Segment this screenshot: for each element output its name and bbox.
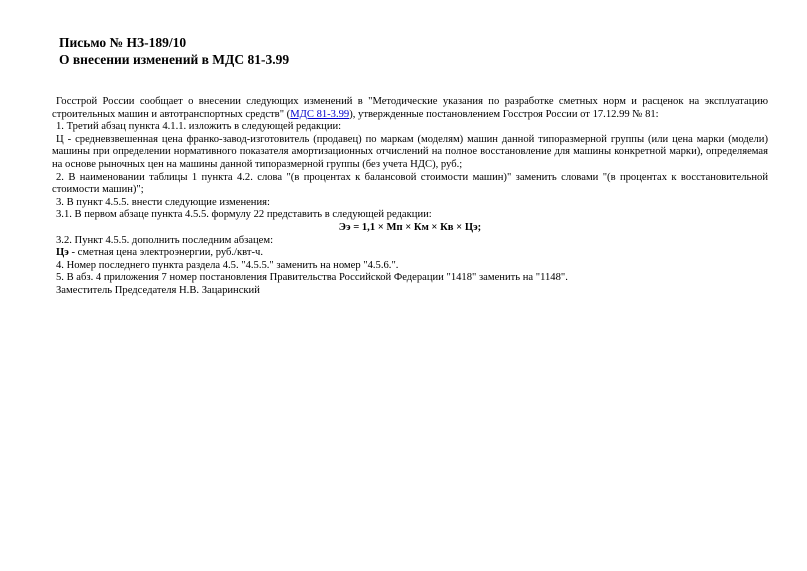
definition-c-text: - средневзвешенная цена франко-завод-изготовитель (продавец) по маркам (моделям) машин данной типоразмерной группы (или цена марки (модели) машины при определении нормативного показателя амортизационных отчислений на полное восстановление для машины конкретной марки), определяемая на основе рыночных цен на машины данной типоразмерной группы (без учета НДС), руб.; [52,133,768,170]
paragraph-item-5: 5. В абз. 4 приложения 7 номер постановления Правительства Российской Федерации "1418" заменить на "1148". [56,272,568,284]
paragraph-definition-c [52,134,768,172]
paragraph-item-4: 4. Номер последнего пункта раздела 4.5. "4.5.5." заменить на номер "4.5.6.". [56,259,399,271]
title-subject: О внесении изменений в МДС 81-3.99 [59,52,290,67]
paragraph-intro [52,96,768,121]
paragraph-item-3-1: 3.1. В первом абзаце пункта 4.5.5. формулу 22 представить в следующей редакции: [56,209,432,221]
paragraph-item-1: 1. Третий абзац пункта 4.1.1. изложить в следующей редакции: [56,121,342,133]
term-ce: Цэ [56,247,69,259]
formula-22: Ээ = 1,1 × Мп × Км × Кв × Цэ; [338,221,482,233]
paragraph-definition-ce [52,247,768,260]
definition-ce-text: - сметная цена электроэнергии, руб./квт-ч. [68,247,264,259]
paragraph-item-2: 2. В наименовании таблицы 1 пункта 4.2. слова "(в процентах к балансовой стоимости машин)" заменить словами "(в процентах к восстановительной стоимости машин)"; [52,171,768,196]
intro-text-end: ), утвержденные постановлением Госстроя России от 17.12.99 № 81: [349,108,659,120]
mds-link[interactable]: МДС 81-3.99 [290,108,350,120]
title-letter-number: Письмо № НЗ-189/10 [59,35,187,50]
signature: Заместитель Председателя Н.В. Зацаринский [56,284,260,296]
document-body [52,96,768,298]
intro-text: Госстрой России сообщает о внесении следующих изменений в "Методические указания по разработке сметных норм и расценок на эксплуатацию строительных машин и автотранспортных средств" ( [52,96,768,120]
paragraph-item-3-2: 3.2. Пункт 4.5.5. дополнить последним абзацем: [56,234,274,246]
paragraph-item-3: 3. В пункт 4.5.5. внести следующие изменения: [56,196,270,208]
term-c: Ц [56,133,64,145]
document-title [59,34,289,68]
